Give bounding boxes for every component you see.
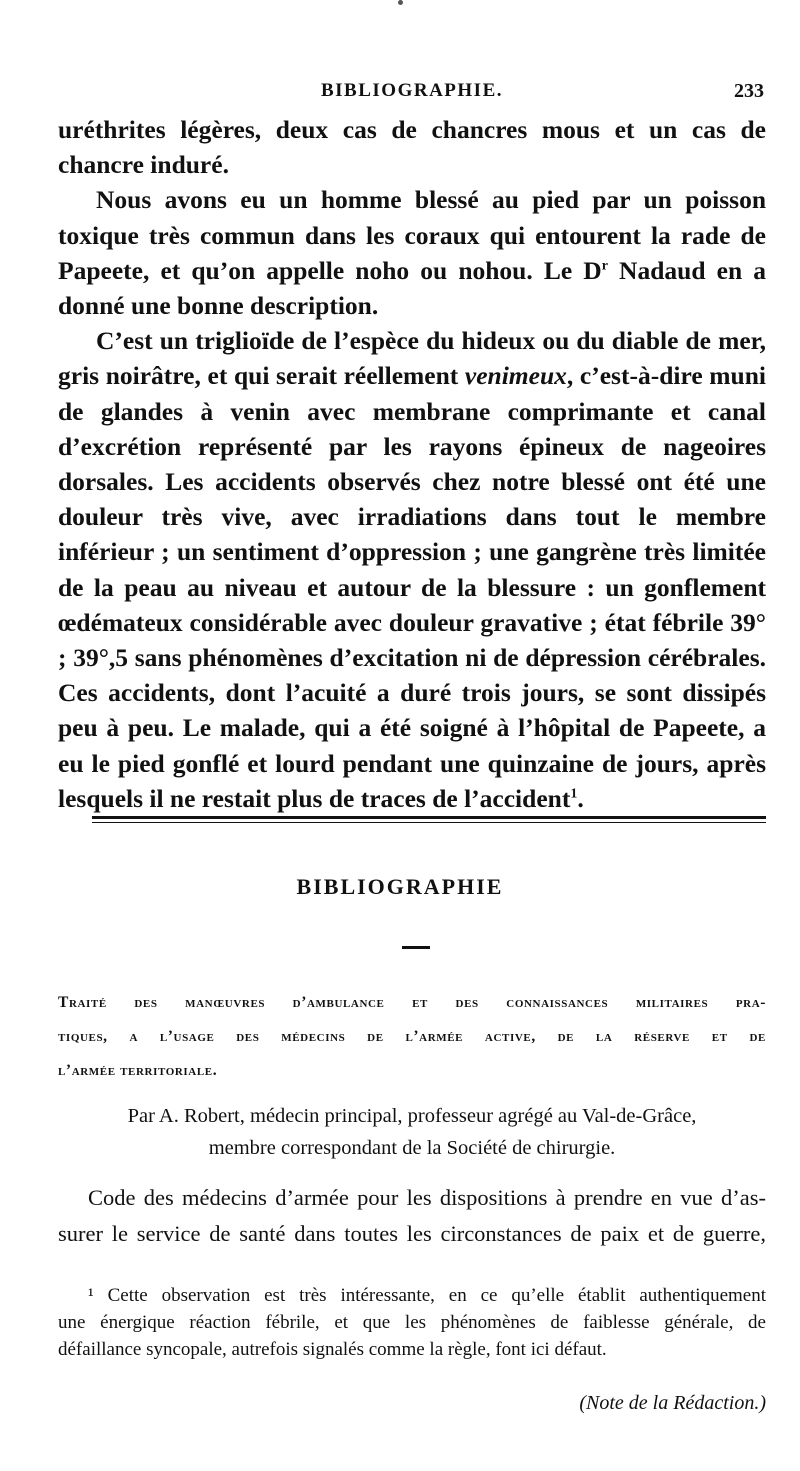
section-rule-thin [92,822,766,823]
paragraph-3-emphasis: venimeux [464,361,567,391]
footnote-marker: 1 [570,786,578,802]
running-head-title: BIBLIOGRAPHIE. [320,80,503,101]
paragraph-2-text: Nous avons eu un homme blessé au pied par un poisson toxique très commun dans les coraux qui entourent la rade de Papeete, et qu’on appelle noho ou nohou. Le D [58,185,766,285]
paragraph-3-text-a: C’est un triglioïde de l’espèce du hideux ou du diable de mer, gris noirâtre, et qui serait réellement [58,326,766,391]
main-text [58,112,766,816]
author-line: membre correspondant de la Société de chirurgie. [208,1137,616,1159]
paragraph-1 [58,112,766,182]
book-title-line: Traité des manœuvres d’ambulance et des connaissances militaires pra- [58,994,766,1011]
paragraph-3-end: . [577,783,584,813]
description-line: Code des médecins d’armée pour les dispositions à prendre en vue d’as- [88,1185,766,1210]
book-title-line: tiques, a l’usage des médecins de l’armée active, de la réserve et de [58,1028,766,1045]
book-author [58,1100,766,1164]
footnote-line: défaillance syncopale, autrefois signalés comme la règle, font ici défaut. [58,1339,607,1360]
book-description [58,1180,766,1252]
page-mark-dot [398,0,403,5]
paragraph-2 [58,182,766,323]
footnote [58,1282,766,1363]
section-rule-thick [92,816,766,819]
superscript-r: r [601,258,608,274]
paragraph-1-text: uréthrites légères, deux cas de chancres mous et un cas de chancre induré. [58,115,766,180]
running-head [60,80,764,108]
section-title: BIBLIOGRAPHIE [296,874,504,899]
page-number: 233 [734,80,764,102]
footnote-line: ¹ Cette observation est très intéressante, en ce qu’elle établit authentiquement [88,1285,766,1306]
section-dash [402,946,430,949]
paragraph-3 [58,323,766,816]
footnote-line: une énergique réaction fébrile, et que les phénomènes de faiblesse générale, de [58,1312,766,1333]
book-title-line: l’armée territoriale. [58,1062,218,1079]
book-title [58,986,766,1088]
author-line: Par A. Robert, médecin principal, professeur agrégé au Val-de-Grâce, [127,1105,697,1127]
paragraph-3-text-b: , c’est-à-dire muni de glandes à venin avec membrane comprimante et canal d’excrétion représenté par les rayons épineux de nageoires dorsales. Les accidents observés chez notre blessé ont été une douleur très vive, avec irradiations dans tout le membre inférieur ; un sentiment d’oppression ; une gangrène très limitée de la peau au niveau et autour de la blessure : un gonflement œdémateux considérable avec douleur gravative ; état fébrile 39° ; 39°,5 sans phénomènes d’excitation ni de dépression cérébrales. Ces accidents, dont l’acuité a duré trois jours, se sont dissipés peu à peu. Le malade, qui a été soigné à l’hôpital de Papeete, a eu le pied gonflé et lourd pendant une quinzaine de jours, après lesquels il ne restait plus de traces de l’accident [58,361,766,813]
description-line: surer le service de santé dans toutes les circonstances de paix et de guerre, [58,1221,766,1246]
footnote-attribution: (Note de la Rédaction.) [579,1392,766,1414]
paragraph-2-end: Nadaud en a donné une bonne description. [58,255,766,321]
